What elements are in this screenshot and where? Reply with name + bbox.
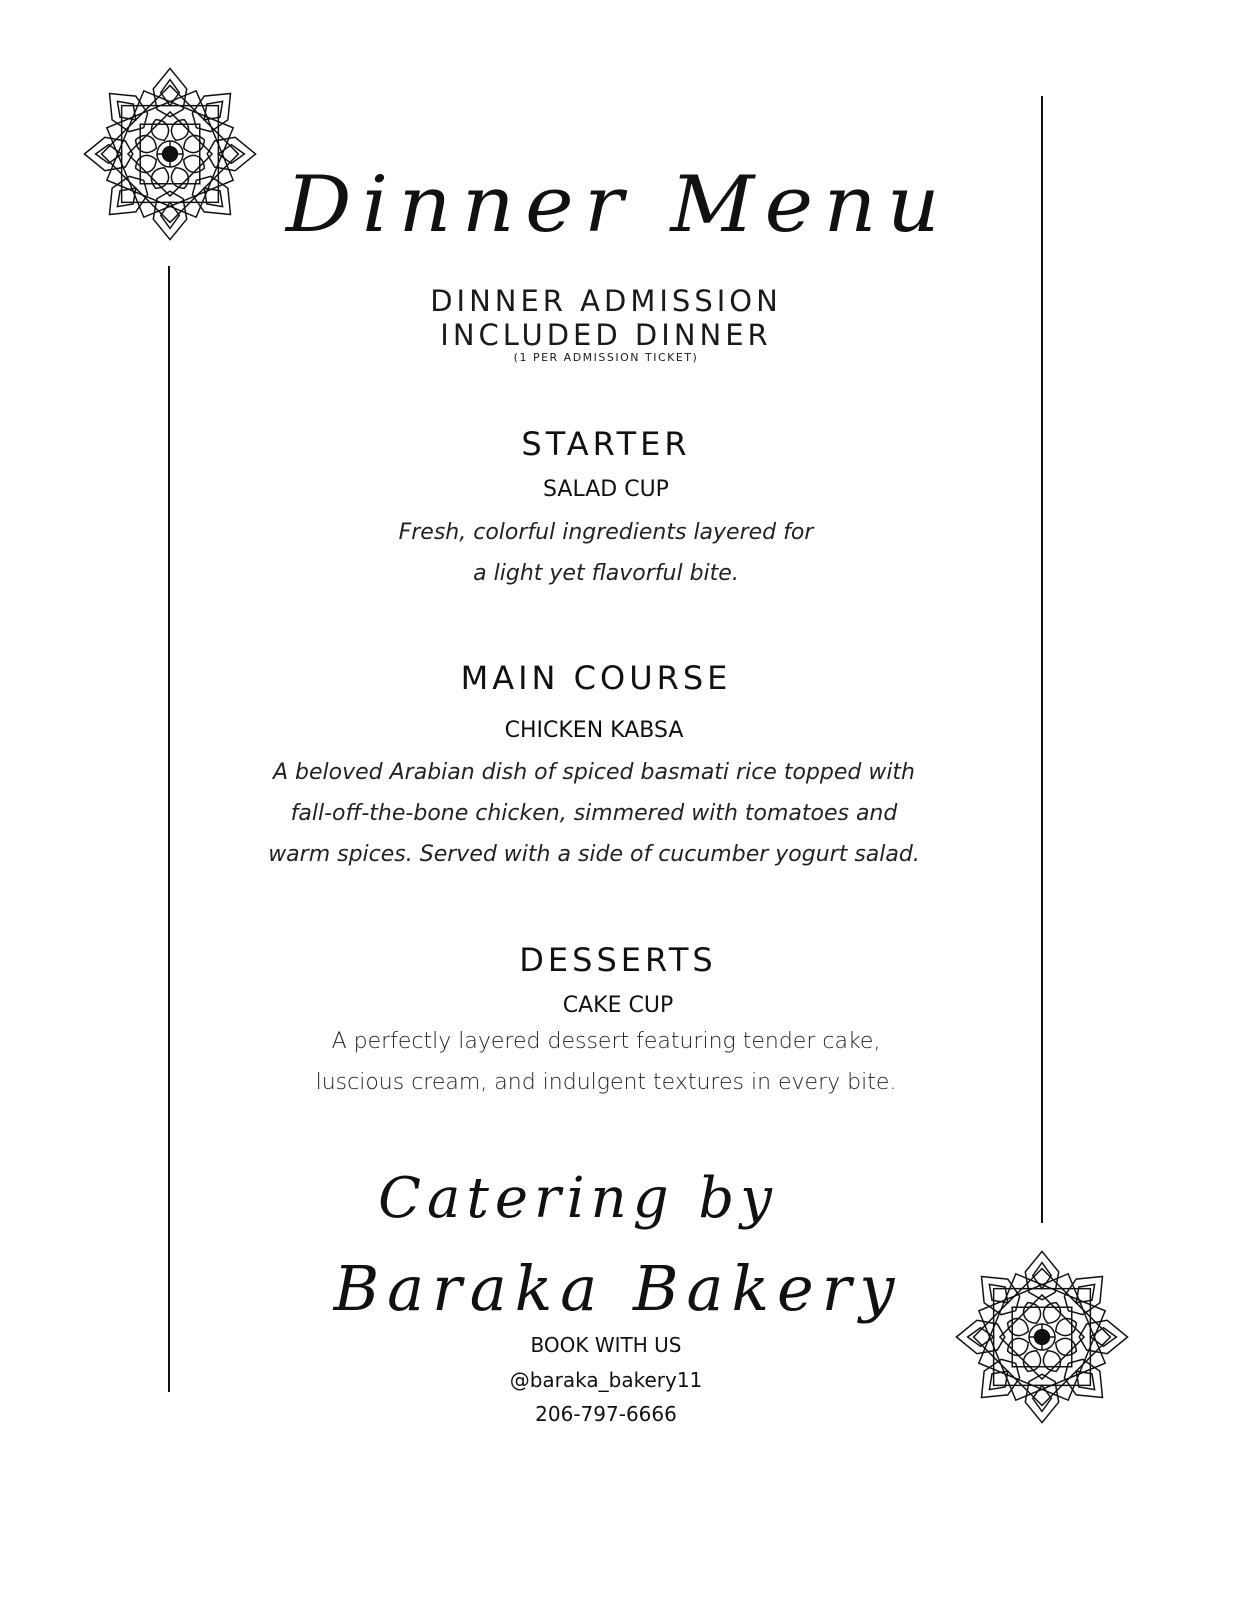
baraka-bakery-script: Baraka Bakery	[333, 1252, 903, 1325]
item-description-chicken-kabsa	[0, 752, 1200, 875]
description-line: fall-off-the-bone chicken, simmered with tomatoes and	[290, 801, 898, 826]
description-line: Fresh, colorful ingredients layered for	[398, 520, 814, 545]
catering-by-script: Catering by	[378, 1166, 778, 1231]
item-name-salad-cup: SALAD CUP	[543, 477, 669, 502]
description-line: luscious cream, and indulgent textures in every bite.	[315, 1070, 897, 1095]
description-line: A beloved Arabian dish of spiced basmati rice topped with	[272, 760, 916, 785]
phone-number: 206-797-6666	[535, 1402, 677, 1426]
section-title-main-course: MAIN COURSE	[460, 659, 732, 697]
description-line: a light yet flavorful bite.	[473, 561, 739, 586]
item-name-chicken-kabsa: CHICKEN KABSA	[504, 718, 684, 743]
section-title-starter: STARTER	[521, 425, 691, 463]
admission-note: (1 PER ADMISSION TICKET)	[513, 351, 699, 364]
menu-title: Dinner Menu	[285, 160, 951, 250]
item-description-cake-cup	[0, 1021, 1212, 1103]
section-title-desserts: DESSERTS	[519, 941, 717, 979]
admission-line-2: INCLUDED DINNER	[440, 318, 772, 352]
item-name-cake-cup: CAKE CUP	[562, 993, 674, 1018]
admission-heading	[0, 284, 1212, 352]
description-line: warm spices. Served with a side of cucumber yogurt salad.	[268, 842, 920, 867]
book-with-us-label: BOOK WITH US	[530, 1333, 682, 1357]
description-line: A perfectly layered dessert featuring tender cake,	[331, 1029, 881, 1054]
instagram-handle: @baraka_bakery11	[509, 1368, 703, 1392]
admission-line-1: DINNER ADMISSION	[430, 284, 782, 318]
item-description-salad-cup	[0, 512, 1212, 594]
